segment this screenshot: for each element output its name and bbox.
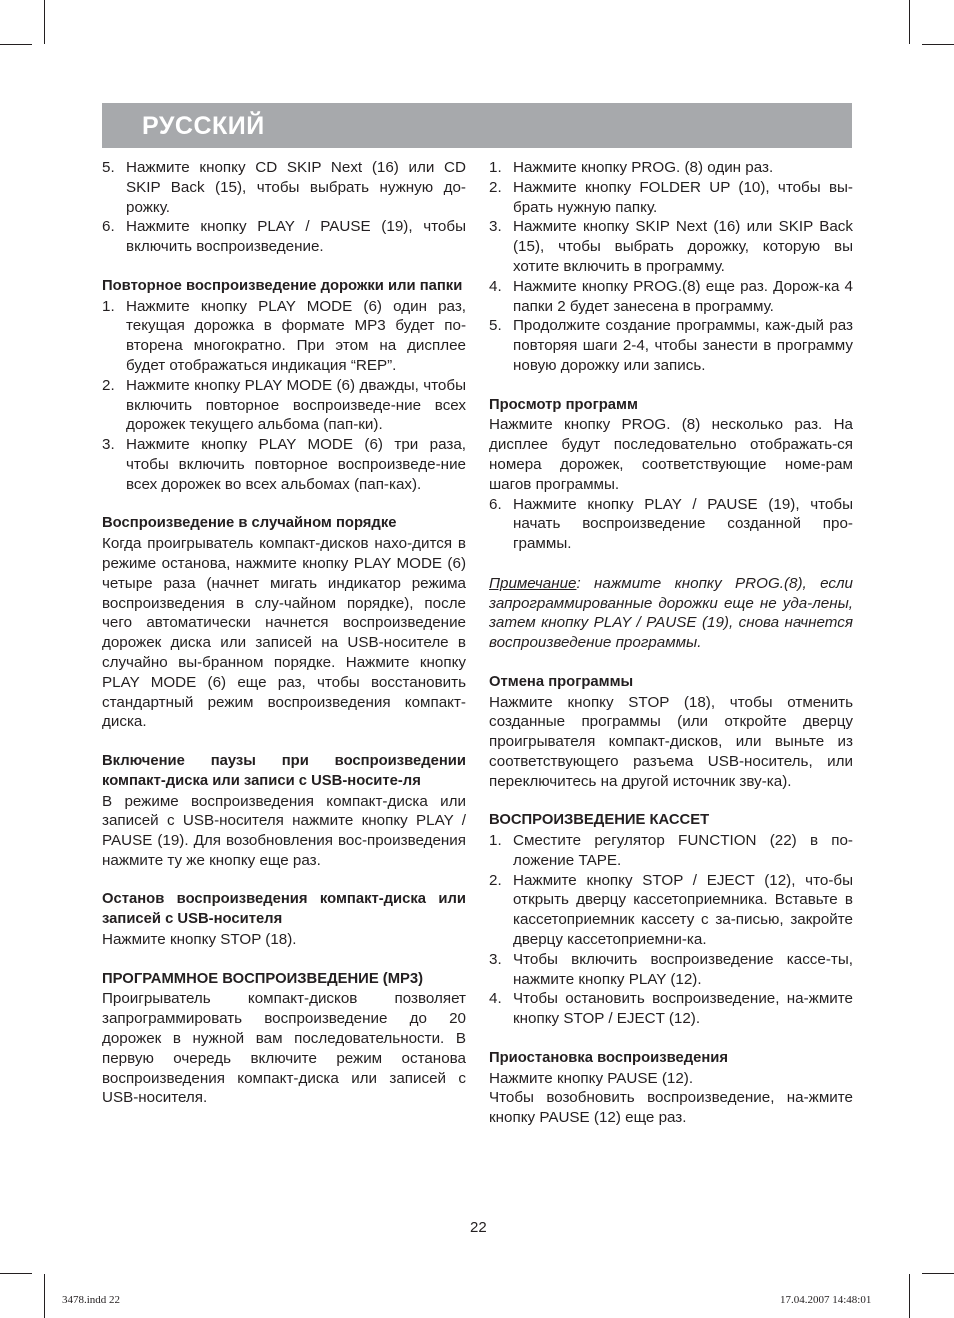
crop-mark	[0, 44, 32, 45]
page-title: РУССКИЙ	[142, 112, 265, 140]
list-item: 3. Нажмите кнопку SKIP Next (16) или SKIP Back (15), чтобы выбрать дорожку, которую вы хотите включить в программу.	[489, 218, 853, 275]
section-heading-pause: Включение паузы при воспроизведении компакт-диска или записи с USB-носите-ля	[102, 752, 466, 789]
crop-mark	[44, 0, 45, 44]
view-list	[489, 495, 853, 554]
crop-mark	[922, 44, 954, 45]
paragraph: Чтобы возобновить воспроизведение, на-жмите кнопку PAUSE (12) еще раз.	[489, 1089, 853, 1127]
paragraph: Когда проигрыватель компакт-дисков нахо-дится в режиме останова, нажмите кнопку PLAY MODE (6) четыре раза (начнет мигать индикатор режима воспроизведения в слу-чайном порядке), после чего автоматически начнется воспроизведение дорожек диска или записей на USB-носителе в случайно вы-бранном порядке. Нажмите кнопку PLAY MODE (6) еще раз, чтобы восстановить стандартный режим воспроизведения компакт-диска.	[102, 535, 466, 731]
paragraph: Нажмите кнопку STOP (18).	[102, 931, 297, 949]
language-header	[102, 103, 852, 148]
list-item: 2. Нажмите кнопку STOP / EJECT (12), что-бы открыть дверцу кассетоприемника. Вставьте в кассетоприемник кассету с за-писью, закройте дверцу кассетоприемни-ка.	[489, 871, 853, 949]
section-heading-repeat: Повторное воспроизведение дорожки или папки	[102, 277, 463, 294]
paragraph: Проигрыватель компакт-дисков позволяет запрограммировать воспроизведение до 20 дорожек в нужной вам последовательности. В первую очередь включите режим останова воспроизведения компакт-диска или записей с USB-носителя.	[102, 990, 466, 1107]
list-item: 5. Нажмите кнопку CD SKIP Next (16) или CD SKIP Back (15), чтобы выбрать нужную до-рожку.	[102, 159, 466, 216]
left-column	[102, 158, 466, 1108]
right-column	[489, 158, 853, 1128]
section-heading-view: Просмотр программ	[489, 396, 638, 413]
repeat-list	[102, 297, 466, 495]
list-item: 1. Нажмите кнопку PLAY MODE (6) один раз, текущая дорожка в формате MP3 будет по-вторена многократно. При этом на дисплее будет отображаться индикация “REP”.	[102, 297, 466, 374]
crop-mark	[0, 1273, 32, 1274]
paragraph: В режиме воспроизведения компакт-диска или записей с USB-носителя нажмите кнопку PLAY / PAUSE (19). Для возобновления вос-произведения нажмите ту же кнопку еще раз.	[102, 792, 466, 869]
page-number: 22	[470, 1219, 487, 1236]
section-heading-cassette: ВОСПРОИЗВЕДЕНИЕ КАССЕТ	[489, 812, 710, 829]
section-heading-program: ПРОГРАММНОЕ ВОСПРОИЗВЕДЕНИЕ (MP3)	[102, 970, 424, 987]
crop-mark	[44, 1274, 45, 1318]
crop-mark	[909, 1274, 910, 1318]
cassette-list	[489, 831, 853, 1029]
crop-mark	[909, 0, 910, 44]
program-steps-list	[489, 158, 853, 376]
section-heading-suspend: Приостановка воспроизведения	[489, 1049, 728, 1066]
list-item: 3. Чтобы включить воспроизведение кассе-ты, нажмите кнопку PLAY (12).	[489, 950, 853, 988]
list-item: 4. Нажмите кнопку PROG.(8) еще раз. Дорож-ка 4 папки 2 будет занесена в программу.	[489, 277, 853, 315]
list-item: 6. Нажмите кнопку PLAY / PAUSE (19), чтобы начать воспроизведение созданной про-граммы.	[489, 495, 853, 553]
file-info: 3478.indd 22	[62, 1294, 121, 1306]
list-item: 1. Сместите регулятор FUNCTION (22) в по-ложение TAPE.	[489, 832, 853, 869]
section-heading-random: Воспроизведение в случайном порядке	[102, 515, 397, 532]
list-item: 4. Чтобы остановить воспроизведение, на-жмите кнопку STOP / EJECT (12).	[489, 990, 853, 1028]
section-heading-stop: Останов воспроизведения компакт-диска или записей с USB-носителя	[102, 891, 466, 928]
paragraph: Нажмите кнопку STOP (18), чтобы отменить созданные программы (или откройте дверцу проигрывателя компакт-дисков, или выньте из соответствующего разъема USB-носитель, или переключитесь на другой источник зву-ка).	[489, 693, 853, 790]
paragraph: Нажмите кнопку PROG. (8) несколько раз. На дисплее будут последовательно отображать-ся номера дорожек, соответствующие номе-рам шагов программы.	[489, 416, 853, 493]
steps-list	[102, 158, 466, 257]
list-item: 6. Нажмите кнопку PLAY / PAUSE (19), чтобы включить воспроизведение.	[102, 218, 466, 256]
list-item: 3. Нажмите кнопку PLAY MODE (6) три раза, чтобы включить повторное воспроизведе-ние всех дорожек во всех альбомах (пап-ках).	[102, 436, 466, 493]
note-label: Примечание	[489, 574, 577, 592]
list-item: 1. Нажмите кнопку PROG. (8) один раз.	[489, 159, 774, 176]
list-item: 5. Продолжите создание программы, каж-дый раз повторяя шаги 2-4, чтобы занести в программу новую дорожку или запись.	[489, 317, 853, 374]
note-text: : нажмите кнопку PROG.(8), если запрограммированные дорожки еще не уда-лены, затем кнопку PLAY / PAUSE (19), снова начнется воспроизведение программы.	[489, 574, 853, 652]
list-item: 2. Нажмите кнопку PLAY MODE (6) дважды, чтобы включить повторное воспроизведе-ние всех дорожек текущего альбома (пап-ки).	[102, 376, 466, 434]
list-item: 2. Нажмите кнопку FOLDER UP (10), чтобы вы-брать нужную папку.	[489, 178, 853, 216]
section-heading-cancel: Отмена программы	[489, 673, 634, 690]
crop-mark	[922, 1273, 954, 1274]
note	[489, 574, 853, 653]
print-timestamp: 17.04.2007 14:48:01	[780, 1294, 872, 1306]
paragraph: Нажмите кнопку PAUSE (12).	[489, 1069, 694, 1087]
